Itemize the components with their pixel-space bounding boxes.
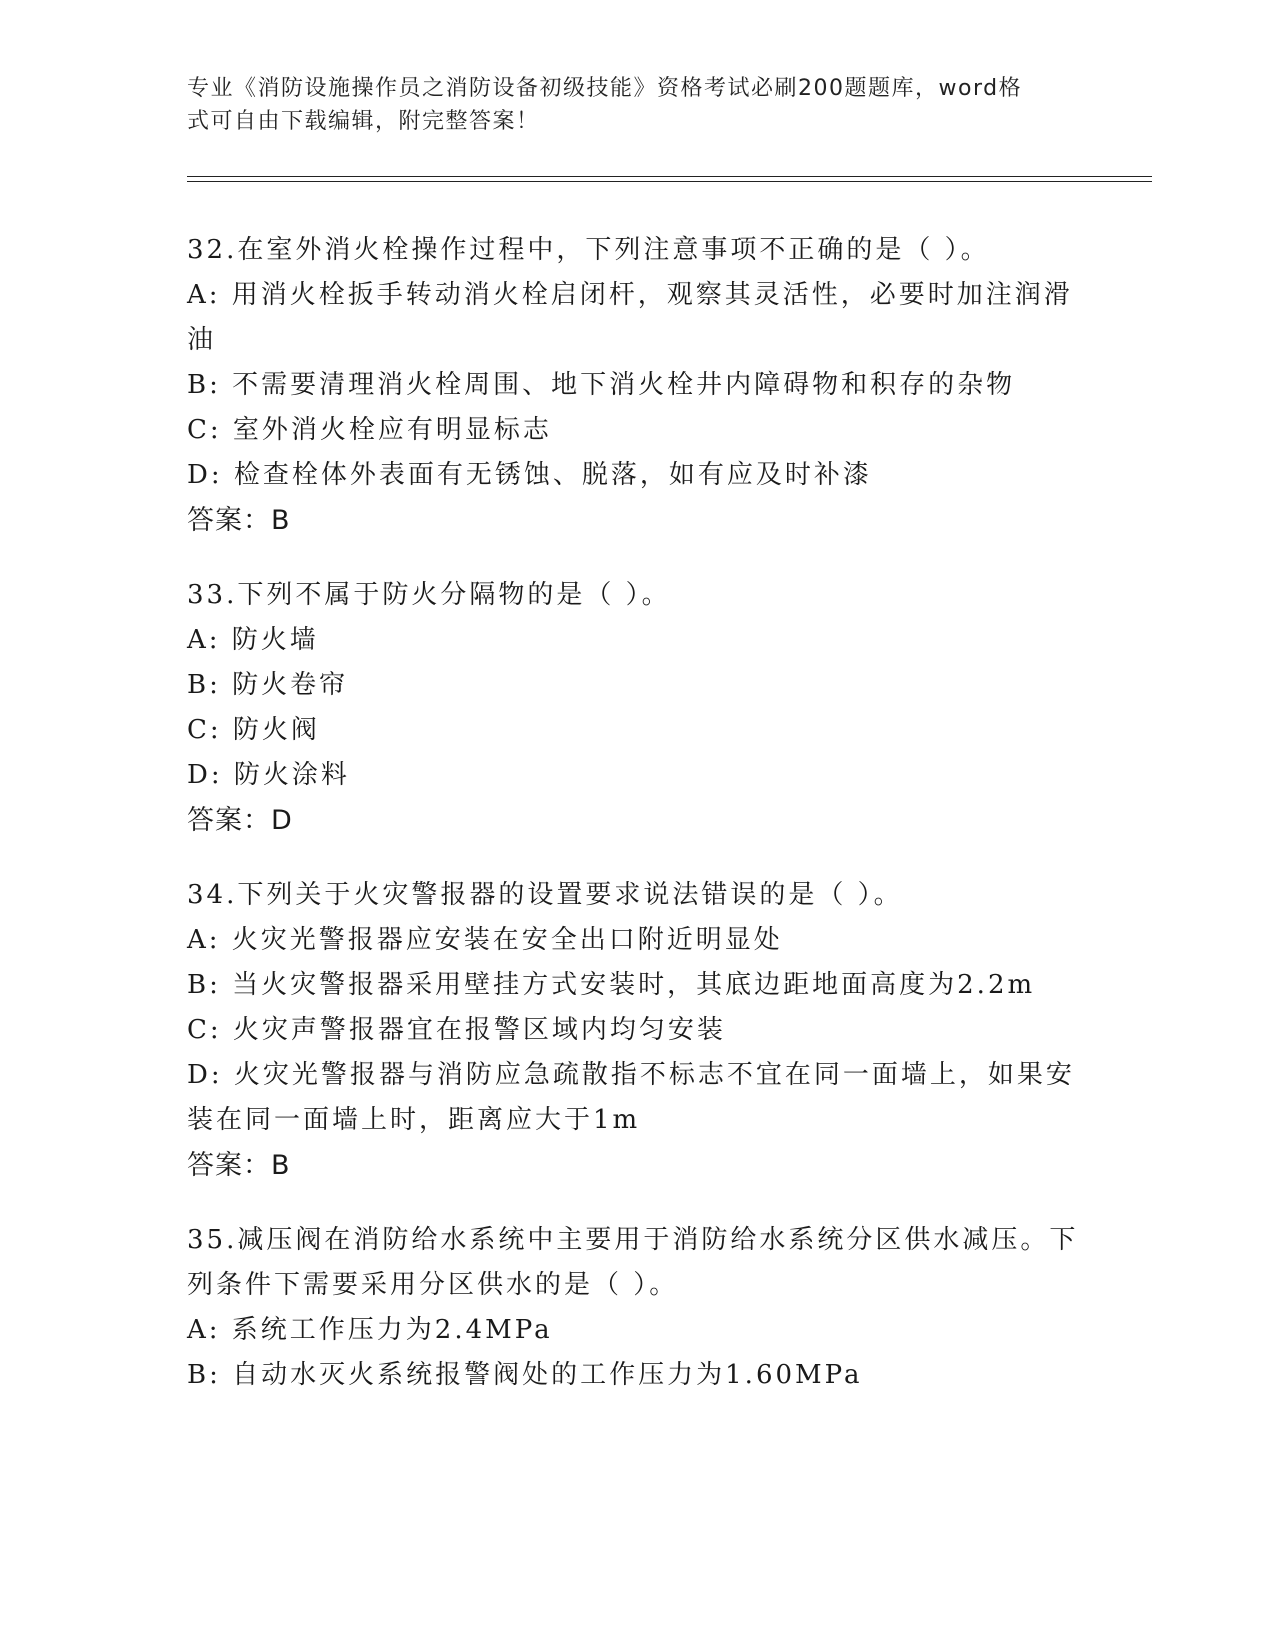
option-c: C: 室外消火栓应有明显标志 bbox=[187, 415, 552, 445]
header-rule-top bbox=[187, 176, 1152, 177]
question-34 bbox=[187, 873, 1087, 1188]
answer: 答案：D bbox=[187, 805, 293, 836]
option-b: B: 当火灾警报器采用壁挂方式安装时，其底边距地面高度为2.2m bbox=[187, 970, 1036, 1000]
option-a: A: 用消火栓扳手转动消火栓启闭杆，观察其灵活性，必要时加注润滑油 bbox=[187, 280, 1073, 355]
option-b: B: 防火卷帘 bbox=[187, 670, 349, 700]
option-b: B: 自动水灭火系统报警阀处的工作压力为1.60MPa bbox=[187, 1360, 863, 1390]
answer: 答案：B bbox=[187, 1150, 291, 1181]
document-header bbox=[187, 72, 1067, 138]
question-stem: 33.下列不属于防火分隔物的是（ ）。 bbox=[187, 580, 671, 610]
header-line-1: 专业《消防设施操作员之消防设备初级技能》资格考试必刷200题题库，word格 bbox=[187, 76, 1023, 101]
option-d: D: 火灾光警报器与消防应急疏散指不标志不宜在同一面墙上，如果安装在同一面墙上时，距离应大于1m bbox=[187, 1060, 1075, 1135]
option-a: A: 系统工作压力为2.4MPa bbox=[187, 1315, 553, 1345]
option-a: A: 火灾光警报器应安装在安全出口附近明显处 bbox=[187, 925, 783, 955]
question-stem: 34.下列关于火灾警报器的设置要求说法错误的是（ ）。 bbox=[187, 880, 903, 910]
header-line-2: 式可自由下载编辑，附完整答案！ bbox=[187, 109, 540, 134]
option-d: D: 检查栓体外表面有无锈蚀、脱落，如有应及时补漆 bbox=[187, 460, 872, 490]
question-stem: 35.减压阀在消防给水系统中主要用于消防给水系统分区供水减压。下列条件下需要采用分区供水的是（ ）。 bbox=[187, 1225, 1079, 1300]
option-b: B: 不需要清理消火栓周围、地下消火栓井内障碍物和积存的杂物 bbox=[187, 370, 1016, 400]
option-d: D: 防火涂料 bbox=[187, 760, 350, 790]
question-33 bbox=[187, 573, 1087, 843]
question-35 bbox=[187, 1218, 1087, 1398]
answer: 答案：B bbox=[187, 505, 291, 536]
question-32 bbox=[187, 228, 1087, 543]
header-rule-bottom bbox=[187, 181, 1152, 182]
question-stem: 32.在室外消火栓操作过程中，下列注意事项不正确的是（ ）。 bbox=[187, 235, 990, 265]
option-a: A: 防火墙 bbox=[187, 625, 319, 655]
question-list bbox=[187, 228, 1087, 1428]
option-c: C: 防火阀 bbox=[187, 715, 320, 745]
option-c: C: 火灾声警报器宜在报警区域内均匀安装 bbox=[187, 1015, 726, 1045]
